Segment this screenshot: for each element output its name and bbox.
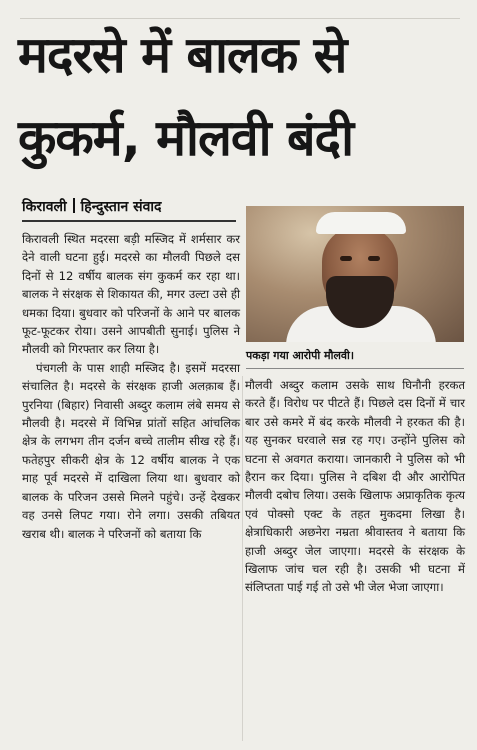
photo-caption: पकड़ा गया आरोपी मौलवी। (246, 349, 355, 362)
article-paragraph: मौलवी अब्दुर कलाम उसके साथ घिनौनी हरकत करते हैं। विरोध पर पीटते हैं। पिछले दस दिनों में चार बार उसे कमरे में बंद करके मौलवी ने हरकत की है। यह सुनकर घरवाले सन्न रह गए। उन्होंने पुलिस को घटना से अवगत कराया। जानकारी ने पुलिस को भी हैरान कर दिया। पुलिस ने दबिश दी और आरोपित मौलवी दबोच लिया। उसके खिलाफ अप्राकृतिक कृत्य एवं पोक्सो एक्ट के तहत मुकदमा लिखा है। क्षेत्राधिकारी अछनेरा नम्रता श्रीवास्तव ने बताया कि हाजी अब्दुर जेल जाएगा। मदरसे के संरक्षक के खिलाफ जांच चल रही है। उसकी भी घटना में संलिप्तता पाई गई तो उसे भी जेल भेजा जाएगा। (245, 378, 465, 595)
article-paragraph: पंचगली के पास शाही मस्जिद है। इसमें मदरसा संचालित है। मदरसे के संरक्षक हाजी अलक़ाब हैं। पुरनिया (बिहार) निवासी अब्दुर कलाम लंबे समय से मौलवी है। मदरसे में विभिन्न प्रांतों सहित आंचलिक क्षेत्र के लगभग तीन दर्जन बच्चे तालीम सीख रहे हैं। फतेहपुर सीकरी क्षेत्र के 12 वर्षीय बालक ने एक माह पूर्व मदरसे में दाखिला लिया था। बुधवार को बालक के परिजन उससे मिलने पहुंचे। उन्हें देखकर वह उनसे लिपट गया। रोने लगा। उसकी तबियत खराब थी। बालक ने परिजनों को बताया कि (22, 360, 240, 541)
article-paragraph: किरावली स्थित मदरसा बड़ी मस्जिद में शर्मसार कर देने वाली घटना हुई। मदरसे का मौलवी पिछले दस दिनों से 12 वर्षीय बालक संग कुकर्म कर रहा था। बालक ने संरक्षक से शिकायत की, मगर उल्टा उसे ही धमका दिया। बुधवार को परिजनों के आने पर बालक फूट-फूटकर रोया। उसने आपबीती सुनाई। पुलिस ने मौलवी को गिरफ्तार कर लिया है। (22, 232, 240, 357)
byline-rule (22, 220, 236, 222)
headline-line-2: कुकर्म, मौलवी बंदी (18, 109, 354, 167)
byline (22, 197, 161, 216)
column-divider (242, 376, 243, 741)
accused-photo (246, 206, 464, 342)
article-right-column (245, 376, 465, 597)
byline-place: किरावली (22, 199, 67, 215)
caption-rule (246, 368, 464, 369)
headline-line-1: मदरसे में बालक से (18, 26, 347, 84)
byline-separator (73, 198, 75, 213)
article-left-column (22, 230, 240, 543)
byline-source: हिन्दुस्तान संवाद (80, 199, 162, 215)
top-rule (20, 18, 460, 19)
skullcap (316, 212, 406, 234)
